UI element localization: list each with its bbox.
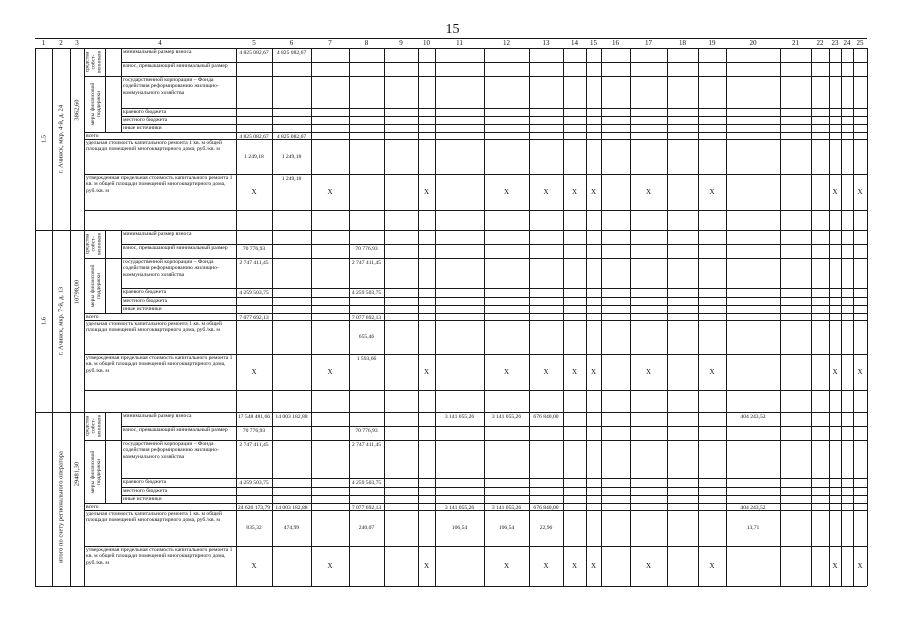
rule [35,586,867,587]
cell-value: 4 825 082,67 [239,134,269,140]
row-label: государственной корпорации – Фонда содействия реформированию жилищно-коммунального хозяйства [123,441,219,460]
rule [70,230,71,412]
rule [311,230,312,412]
rule [841,48,842,230]
rule [853,48,854,230]
rule [529,230,530,412]
cell-value: 70 776,93 [355,246,378,252]
rule [311,412,312,586]
rule [667,230,668,412]
cell-value: 13,71 [746,525,760,531]
rule [484,412,485,586]
rule [418,48,419,230]
column-number-header: 16 [612,39,619,47]
column-number-header: 1 [41,39,46,47]
x-marker: Х [590,188,597,196]
rule [52,48,53,230]
row-label: взнос, превышающий минимальный размер [123,427,228,433]
column-number-header: 4 [158,39,162,47]
row-label: иные источники [123,306,162,312]
x-marker: Х [645,368,652,376]
block-area: 10798,00 [73,279,81,305]
column-number-header: 23 [831,39,839,47]
row-label: краевого бюджета [123,479,167,485]
own-funds-group-label: средства собст-венников [84,233,104,255]
cell-value: 676 840,00 [533,505,559,511]
cell-value: 404 243,52 [740,414,766,420]
rule [601,48,602,230]
page-number: 15 [445,22,460,37]
rule [780,230,781,412]
rule [384,230,385,412]
cell-value: 2 747 411,45 [239,260,269,266]
own-funds-group-label: средства собст-венников [84,51,104,73]
x-marker: Х [503,562,510,570]
rule [349,48,350,230]
rule [726,230,727,412]
rule [52,412,53,586]
x-marker: Х [543,562,549,570]
row-label: всего [86,314,99,320]
cell-value: 3 141 055,26 [444,414,475,420]
rule [484,230,485,412]
row-label: государственной корпорации – Фонда содействия реформированию жилищно-коммунального хозяйства [123,77,219,96]
rule [563,230,564,412]
x-marker: Х [832,368,838,376]
rule [563,48,564,230]
x-marker: Х [857,562,863,570]
x-marker: Х [543,188,549,196]
rule [601,230,602,412]
cell-value: 4 825 082,67 [239,50,269,56]
rule [435,48,436,230]
rule [586,412,587,586]
rule [311,48,312,230]
row-label: иные источники [123,125,162,131]
x-marker: Х [590,562,597,570]
cell-value: 24 626 173,79 [237,505,271,511]
rule [384,48,385,230]
block-address: г. Ачинск, мкр. 7-й, д. 13 [57,286,65,356]
rule [529,48,530,230]
x-marker: Х [590,368,597,376]
column-number-header: 8 [364,39,369,47]
rule [853,412,854,586]
cell-value: 106,54 [451,525,468,531]
column-number-header: 10 [423,39,430,47]
row-label: местного бюджета [123,488,168,494]
rule [829,230,830,412]
rule [667,48,668,230]
column-number-header: 19 [708,39,716,47]
column-number-header: 18 [679,39,686,47]
block-area: 3862,60 [73,99,81,121]
rule [484,48,485,230]
x-marker: Х [571,562,578,570]
cell-value: 240,07 [358,525,375,531]
rule [811,48,812,230]
row-label: краевого бюджета [123,109,167,115]
row-label: местного бюджета [123,117,168,123]
rule [867,230,868,412]
cell-value: 2 747 411,45 [351,442,382,448]
x-marker: Х [857,368,863,376]
cell-value: 404 243,52 [740,505,766,511]
column-number-header: 22 [816,39,824,47]
rule [811,230,812,412]
rule [630,412,631,586]
cell-value: 3 141 055,26 [444,505,475,511]
own-funds-group-label: средства собст-венников [84,415,104,437]
x-marker: Х [423,562,430,570]
rule [601,412,602,586]
cell-value: 14 003 182,88 [275,414,308,420]
x-marker: Х [251,368,257,376]
rule [586,230,587,412]
row-label: иные источники [123,496,162,502]
x-marker: Х [423,188,430,196]
rule [84,210,867,211]
x-marker: Х [503,368,510,376]
cell-value: 7 077 692,13 [351,315,382,321]
column-number-header: 21 [792,39,799,47]
column-number-header: 5 [252,39,256,47]
cell-value: 106,54 [498,525,515,531]
cell-value: 1 249,18 [244,153,264,160]
rule [841,230,842,412]
rule [70,412,71,586]
x-marker: Х [645,188,652,196]
rule [272,412,273,586]
column-number-header: 3 [75,39,79,47]
cell-value: 676 840,00 [533,414,559,420]
row-label: взнос, превышающий минимальный размер [123,63,228,69]
x-marker: Х [645,562,652,570]
rule [780,412,781,586]
cell-value: 7 077 692,13 [351,505,382,511]
support-group-label: меры финансовой поддержки [89,264,102,307]
cell-value: 22,96 [539,525,553,531]
rule [698,230,699,412]
row-label: краевого бюджета [123,289,167,295]
rule [418,412,419,586]
rule [349,412,350,586]
x-marker: Х [571,188,578,196]
rule [841,412,842,586]
rule [630,230,631,412]
block-address: г. Ачинск, мкр. 4-й, д. 24 [57,104,65,174]
row-label: взнос, превышающий минимальный размер [123,245,228,251]
row-label: государственной корпорации – Фонда содействия реформированию жилищно-коммунального хозяйства [123,259,219,278]
cell-value: 4 825 082,67 [276,50,307,56]
support-group-label: меры финансовой поддержки [89,450,102,493]
x-marker: Х [327,562,333,570]
column-number-header: 17 [645,39,652,47]
cell-value: 3 141 055,26 [491,414,522,420]
rule [236,412,237,586]
cell-value: 14 003 182,88 [275,505,308,511]
row-label: удельная стоимость капитального ремонта 1 кв. м общей площади помещений многоквартирного дома, руб./кв. м [86,511,222,524]
rule [435,230,436,412]
rule [726,412,727,586]
row-label: минимальный размер взноса [123,49,192,55]
column-number-header: 14 [571,39,578,47]
x-marker: Х [503,188,510,196]
rule [698,48,699,230]
x-marker: Х [571,368,578,376]
block-number: 1.5 [40,134,47,144]
row-label: минимальный размер взноса [123,231,192,237]
x-marker: Х [832,188,838,196]
rule [698,412,699,586]
cell-value: 835,32 [246,525,262,531]
cell-value: 70 776,93 [242,246,266,252]
row-label: утвержденная предельная стоимость капитального ремонта 1 кв. м общей площади помещений многоквартирного дома, руб./кв. м [86,175,233,194]
cell-value: 1 249,18 [281,153,302,160]
cell-value: 1 249,18 [281,176,302,182]
cell-value: 70 776,93 [242,428,266,434]
rule [435,412,436,586]
cell-value: 70 776,93 [355,428,378,434]
cell-value: 4 259 503,75 [351,290,382,296]
support-group-label: меры финансовой поддержки [89,82,102,126]
capital-repair-table [35,38,867,598]
row-label: минимальный размер взноса [123,413,192,419]
rule [418,230,419,412]
rule [529,412,530,586]
cell-value: 3 141 055,26 [491,505,522,511]
row-label: местного бюджета [123,298,168,304]
cell-value: 17 548 481,66 [237,414,271,420]
rule [35,48,36,230]
rule [630,48,631,230]
column-number-header: 24 [843,39,851,47]
rule [70,48,71,230]
x-marker: Х [543,368,549,376]
rule [726,48,727,230]
cell-value: 474,99 [283,525,300,531]
cell-value: 2 747 411,45 [351,260,382,266]
rule [35,230,36,412]
x-marker: Х [709,188,715,196]
rule [867,48,868,230]
rule [667,412,668,586]
x-marker: Х [832,562,838,570]
rule [829,412,830,586]
cell-value: 1 593,66 [356,356,377,362]
cell-value: 4 825 082,67 [276,134,307,140]
rule [272,230,273,412]
rule [121,230,122,313]
cell-value: 7 077 692,13 [239,315,269,321]
rule [105,412,106,503]
x-marker: Х [709,368,715,376]
column-number-header: 7 [328,39,332,47]
column-number-header: 15 [590,39,597,47]
block-area: 29481,30 [73,461,81,487]
block-number: 1.6 [40,316,47,326]
x-marker: Х [423,368,430,376]
cell-value: 2 747 411,45 [239,442,269,448]
cell-value: 4 259 503,75 [239,480,269,486]
rule [811,412,812,586]
row-label: утвержденная предельная стоимость капитального ремонта 1 кв. м общей площади помещений многоквартирного дома, руб./кв. м [86,547,233,566]
rule [35,412,36,586]
rule [105,48,106,132]
rule [105,230,106,313]
x-marker: Х [709,562,715,570]
column-number-header: 2 [59,39,63,47]
rule [780,48,781,230]
row-label: утвержденная предельная стоимость капитального ремонта 1 кв. м общей площади помещений многоквартирного дома, руб./кв. м [86,355,233,374]
row-label: удельная стоимость капитального ремонта 1 кв. м общей площади помещений многоквартирного дома, руб./кв. м [86,140,222,153]
column-number-header: 9 [399,39,403,47]
cell-value: 4 259 503,75 [239,290,269,296]
rule [52,230,53,412]
column-number-header: 6 [289,39,294,47]
column-number-header: 13 [542,39,550,47]
column-number-header: 25 [856,39,864,47]
rule [867,412,868,586]
x-marker: Х [327,188,333,196]
column-number-header: 20 [749,39,757,47]
row-label: удельная стоимость капитального ремонта 1 кв. м общей площади помещений многоквартирного дома, руб./кв. м [86,321,222,334]
block-address: итого по счету регионального оператора [57,451,65,563]
row-label: всего [86,504,99,510]
rule [853,230,854,412]
cell-value: 655,46 [358,334,375,340]
column-number-header: 12 [503,39,510,47]
rule [384,412,385,586]
x-marker: Х [251,188,257,196]
cell-value: 4 259 503,75 [351,480,382,486]
x-marker: Х [327,368,333,376]
x-marker: Х [251,562,257,570]
rule [84,390,867,391]
rule [829,48,830,230]
x-marker: Х [857,188,863,196]
rule [563,412,564,586]
column-number-header: 11 [456,39,463,47]
row-label: всего [86,133,99,139]
rule [586,48,587,230]
rule [121,48,122,132]
